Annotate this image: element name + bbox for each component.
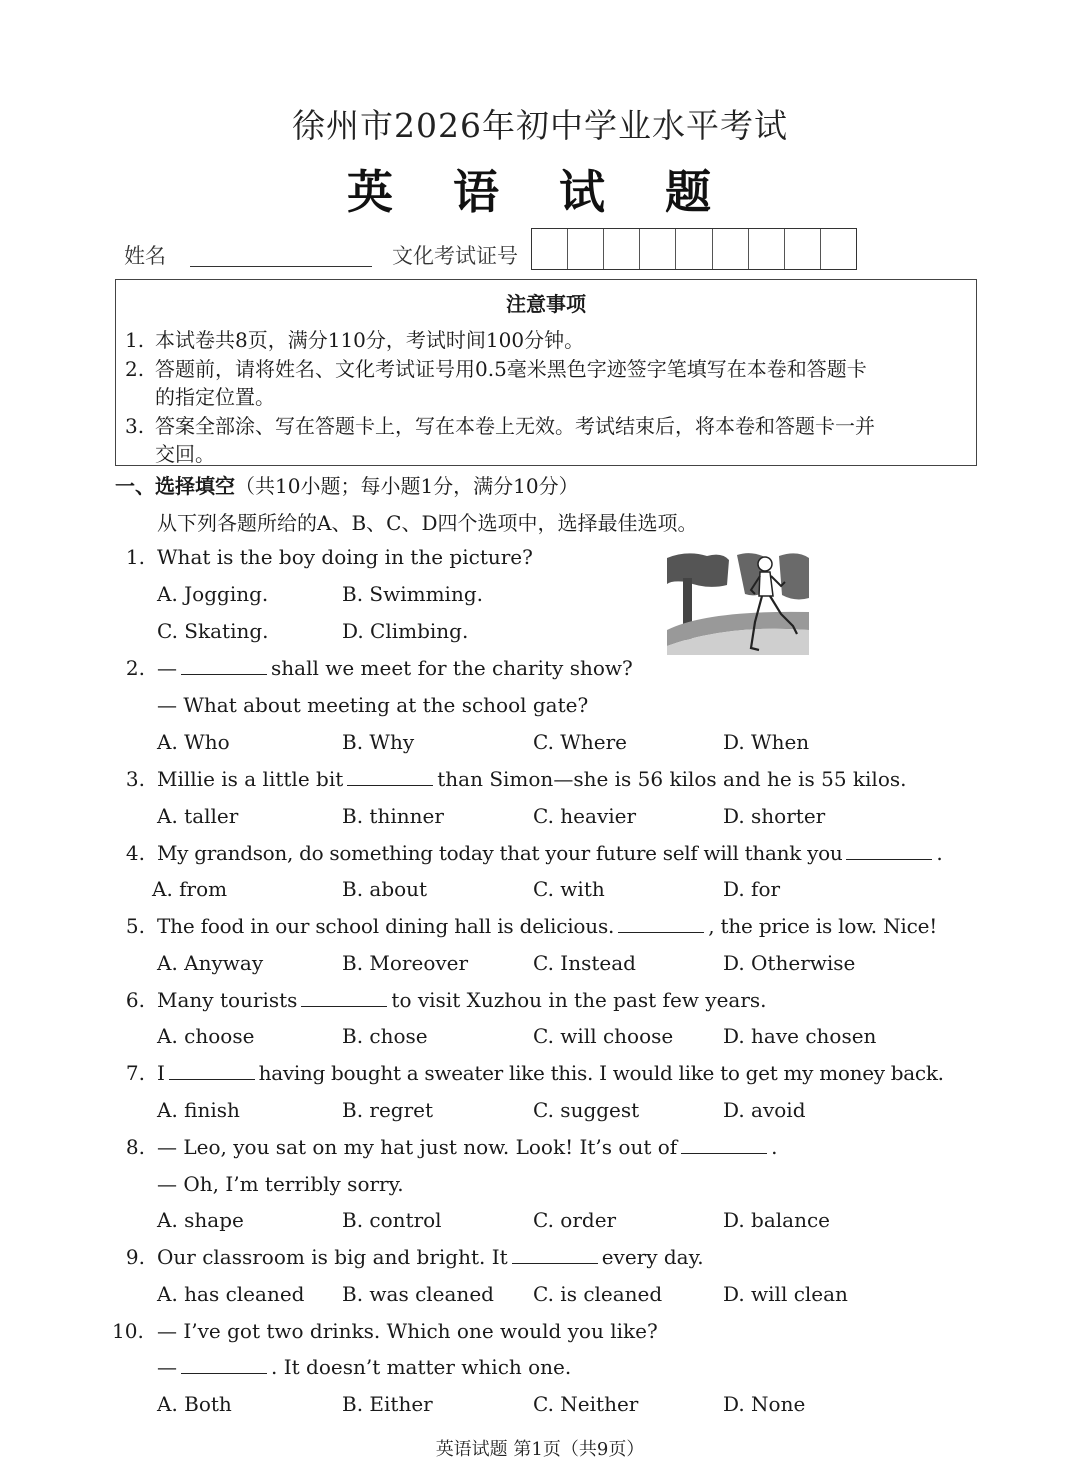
notice-box [115,279,977,466]
option-d: D. balance [723,1208,831,1232]
id-cell [785,229,821,269]
notice-item-text: 本试卷共8页，满分110分，考试时间100分钟。 [155,328,585,352]
notice-item-number: 2. [125,357,145,381]
option-d: D. will clean [723,1282,848,1306]
question-stem [157,1135,778,1159]
stem-part: I [157,1061,165,1085]
question-stem [157,988,767,1012]
option-d: D. None [723,1392,806,1416]
option-c: C. suggest [533,1098,640,1122]
name-label: 姓名 [124,244,166,268]
stem-part: to visit Xuzhou in the past few years. [391,988,767,1012]
section-subtitle: （共10小题；每小题1分，满分10分） [235,474,579,498]
stem-part: . [771,1135,778,1159]
stem-part: — Leo, you sat on my hat just now. Look! It’s out of [157,1135,678,1159]
id-cell [604,229,640,269]
option-d: D. Climbing. [342,619,469,643]
notice-item-number: 1. [125,328,145,352]
notice-item-text: 答案全部涂、写在答题卡上，写在本卷上无效。考试结束后，将本卷和答题卡一并 [155,414,875,438]
stem-part: having bought a sweater like this. I would like to get my money back. [258,1061,944,1085]
question-stem [157,841,942,865]
stem-part: — [157,656,177,680]
answer-blank [181,1372,267,1374]
question-number: 7. [125,1061,145,1085]
question-number: 9. [125,1245,145,1269]
option-c: C. Instead [533,951,636,975]
option-b: B. Why [342,730,415,754]
question-line [157,1355,571,1379]
notice-item [125,438,215,467]
option-b: B. chose [342,1024,428,1048]
question-stem [157,1061,944,1085]
answer-blank [512,1262,598,1264]
option-b: B. about [342,877,428,901]
option-a: A. has cleaned [157,1282,305,1306]
option-b: B. Either [342,1392,433,1416]
option-d: D. When [723,730,810,754]
option-d: D. for [723,877,781,901]
question-stem [157,656,633,680]
option-c: C. heavier [533,804,637,828]
answer-blank [347,784,433,786]
stem-part: . [936,841,943,865]
id-cell [749,229,785,269]
option-d: D. shorter [723,804,826,828]
option-a: A. choose [157,1024,255,1048]
notice-item-number: 3. [125,414,145,438]
id-cell [568,229,604,269]
notice-item-text: 的指定位置。 [155,385,275,409]
question-number: 3. [125,767,145,791]
stem-part: every day. [601,1245,704,1269]
option-a: A. Jogging. [157,582,269,606]
option-b: B. Swimming. [342,582,483,606]
answer-blank [618,931,704,933]
stem-part: The food in our school dining hall is delicious. [157,914,615,938]
question-number: 2. [125,656,145,680]
question-stem [157,767,907,791]
question-line: — What about meeting at the school gate? [157,693,589,717]
id-cell [713,229,749,269]
answer-blank [301,1005,387,1007]
stem-part: My grandson, do something today that your future self will thank you [157,841,843,865]
option-c: C. will choose [533,1024,674,1048]
question-stem [157,1245,704,1269]
answer-blank [681,1152,767,1154]
boy-jogging-illustration [667,550,809,655]
question-stem: What is the boy doing in the picture? [157,545,533,569]
section-title [115,470,579,499]
option-c: C. Where [533,730,627,754]
notice-title: 注意事项 [506,292,586,316]
option-c: C. order [533,1208,617,1232]
option-a: A. shape [157,1208,244,1232]
notice-item [125,381,275,410]
option-a: A. finish [157,1098,240,1122]
question-line: — Oh, I’m terribly sorry. [157,1172,404,1196]
option-c: C. Skating. [157,619,269,643]
name-blank-line [190,266,372,267]
id-cell [640,229,676,269]
stem-part: — [157,1355,177,1379]
question-number: 4. [125,841,145,865]
question-number: 5. [125,914,145,938]
exam-id-boxes [531,228,857,270]
notice-item [125,324,584,353]
id-label: 文化考试证号 [392,244,518,268]
question-number: 1. [125,545,145,569]
section-title-text: 一、选择填空 [115,474,235,498]
stem-part: , the price is low. Nice! [708,914,938,938]
option-a: A. from [152,877,228,901]
page-footer: 英语试题 第1页（共9页） [435,1439,645,1460]
question-number: 8. [125,1135,145,1159]
question-number: 6. [125,988,145,1012]
notice-item [125,410,875,439]
option-b: B. Moreover [342,951,469,975]
stem-part: Millie is a little bit [157,767,344,791]
option-c: C. Neither [533,1392,639,1416]
stem-part: Many tourists [157,988,298,1012]
answer-blank [846,858,932,860]
option-a: A. taller [157,804,239,828]
stem-part: shall we meet for the charity show? [271,656,633,680]
option-d: D. Otherwise [723,951,856,975]
option-d: D. have chosen [723,1024,877,1048]
stem-part: . It doesn’t matter which one. [271,1355,572,1379]
question-stem [157,914,937,938]
notice-item-text: 交回。 [155,442,215,466]
option-a: A. Anyway [157,951,264,975]
option-c: C. is cleaned [533,1282,663,1306]
option-a: A. Both [157,1392,232,1416]
option-c: C. with [533,877,605,901]
id-cell [676,229,712,269]
option-d: D. avoid [723,1098,806,1122]
question-stem: — I’ve got two drinks. Which one would you like? [157,1319,658,1343]
answer-blank [181,673,267,675]
option-a: A. Who [157,730,230,754]
stem-part: Our classroom is big and bright. It [157,1245,508,1269]
option-b: B. thinner [342,804,444,828]
id-cell [821,229,856,269]
exam-title: 徐州市2026年初中学业水平考试 [292,106,788,145]
notice-item-text: 答题前，请将姓名、文化考试证号用0.5毫米黑色字迹签字笔填写在本卷和答题卡 [155,357,867,381]
option-b: B. was cleaned [342,1282,494,1306]
stem-part: than Simon—she is 56 kilos and he is 55 kilos. [437,767,907,791]
option-b: B. control [342,1208,442,1232]
answer-blank [169,1078,255,1080]
section-instruction: 从下列各题所给的A、B、C、D四个选项中，选择最佳选项。 [157,511,698,535]
option-b: B. regret [342,1098,434,1122]
id-cell [532,229,568,269]
subject-title: 英 语 试 题 [346,165,734,219]
question-number: 10. [112,1319,144,1343]
notice-item [125,353,867,382]
